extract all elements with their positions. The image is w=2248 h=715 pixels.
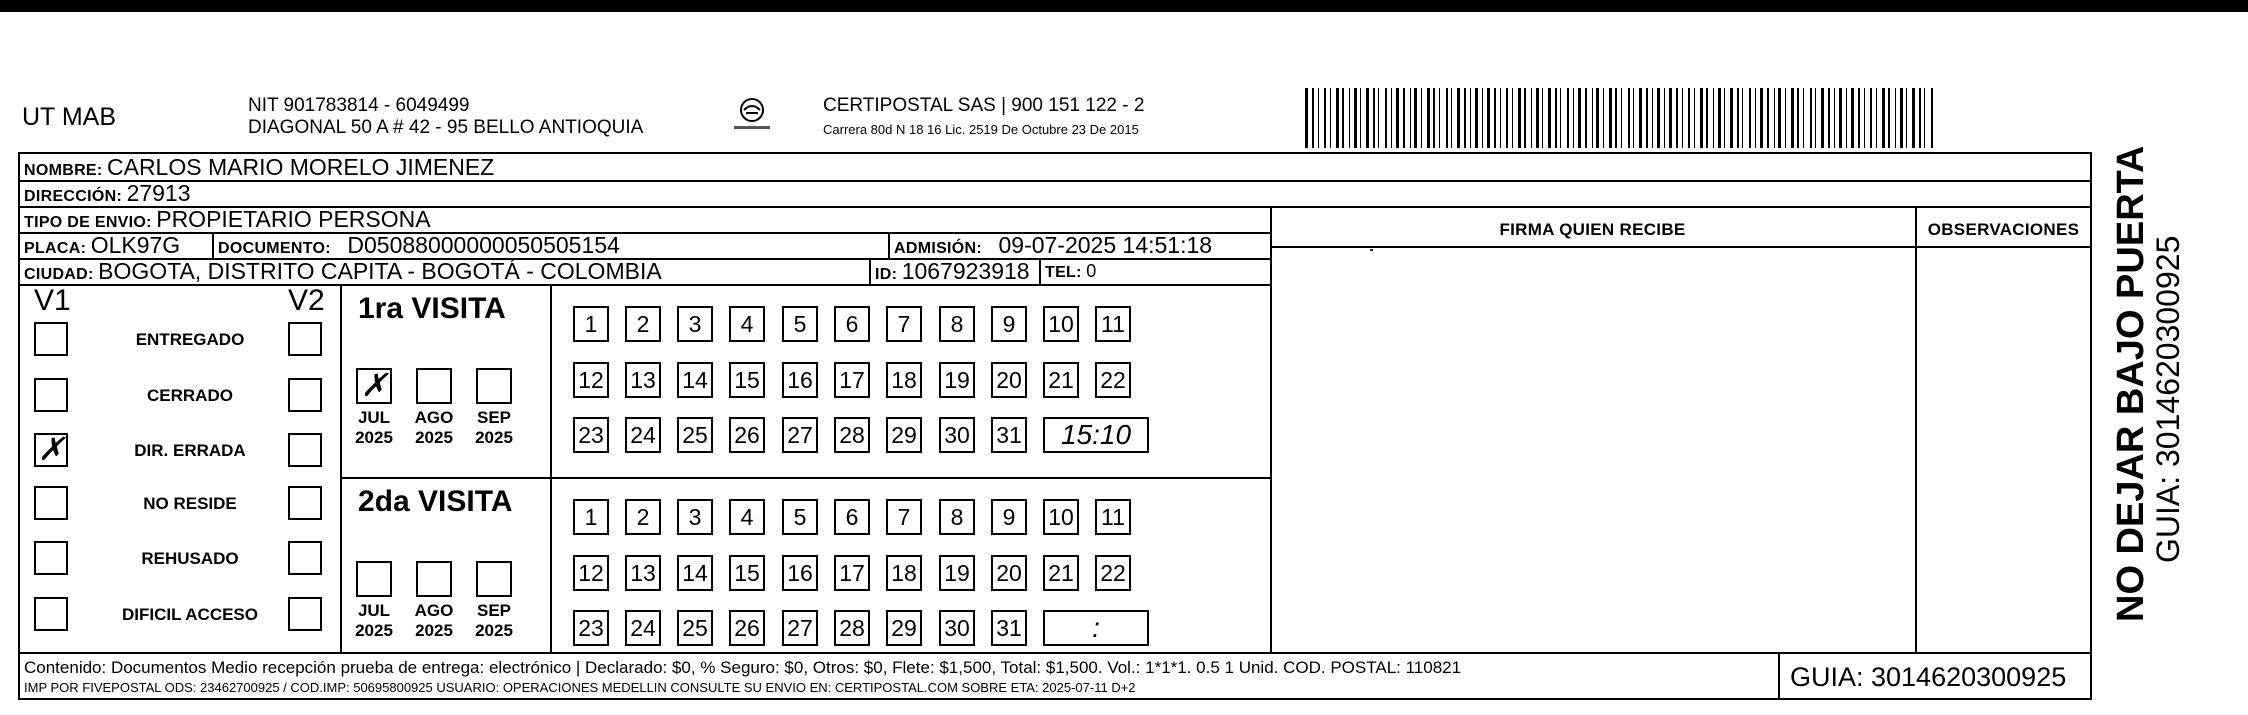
barcode-bar [1596, 88, 1599, 148]
barcode-bar [1512, 88, 1513, 148]
barcode-bar [1846, 88, 1847, 148]
barcode-bar [1342, 88, 1344, 148]
month-name: JUL [357, 408, 391, 427]
barcode-bar [1324, 88, 1326, 148]
v2-checkbox[interactable] [288, 486, 322, 520]
barcode-bar [1609, 88, 1612, 148]
month-checkbox[interactable] [416, 561, 452, 597]
barcode-bar [1366, 88, 1369, 148]
tel-cell [1045, 258, 1096, 286]
barcode-bar [1900, 88, 1903, 148]
barcode-bar [1536, 88, 1539, 148]
status-label: DIR. ERRADA [134, 441, 246, 460]
barcode-bar [1876, 88, 1877, 148]
barcode-bar [1349, 88, 1350, 148]
documento-label: DOCUMENTO: [218, 240, 331, 257]
day-box[interactable]: 30 [939, 417, 975, 453]
barcode-bar [1330, 88, 1331, 148]
day-box[interactable]: 16 [782, 555, 818, 591]
day-box[interactable]: 31 [991, 610, 1027, 646]
barcode-bar [1506, 88, 1508, 148]
day-box[interactable]: 1 [573, 499, 609, 535]
tipo-value: PROPIETARIO PERSONA [156, 206, 431, 232]
day-box[interactable]: 31 [991, 417, 1027, 453]
barcode-bar [1688, 88, 1690, 148]
shipping-form [18, 152, 2092, 700]
barcode-bar [1639, 88, 1642, 148]
v1-checkbox[interactable] [34, 322, 68, 356]
month-year: 2025 [475, 621, 513, 640]
barcode-bar [1791, 88, 1794, 148]
v1-checkbox[interactable] [34, 486, 68, 520]
day-box[interactable]: 8 [939, 499, 975, 535]
day-box[interactable]: 14 [677, 555, 713, 591]
month-name: JUL [357, 601, 391, 620]
day-box[interactable]: 22 [1095, 555, 1131, 591]
month-name: AGO [414, 601, 454, 620]
id-cell [875, 258, 1030, 288]
day-box[interactable]: 21 [1043, 362, 1079, 398]
visit-title: 2da VISITA [358, 485, 513, 518]
barcode-bar [1475, 88, 1478, 148]
month-year: 2025 [475, 428, 513, 447]
day-box[interactable]: 23 [573, 417, 609, 453]
day-box[interactable]: 25 [677, 610, 713, 646]
day-box[interactable]: 15 [729, 362, 765, 398]
time-field[interactable]: : [1043, 610, 1149, 646]
barcode-bar [1451, 88, 1452, 148]
barcode-bar [1803, 88, 1804, 148]
barcode [1305, 88, 1935, 148]
barcode-bar [1919, 88, 1921, 148]
barcode-bar [1858, 88, 1860, 148]
day-box[interactable]: 19 [939, 555, 975, 591]
barcode-bar [1664, 88, 1665, 148]
barcode-bar [1305, 88, 1308, 148]
barcode-bar [1578, 88, 1581, 148]
v1-checkbox[interactable] [34, 597, 68, 631]
barcode-bar [1682, 88, 1683, 148]
footer-meta: IMP POR FIVEPOSTAL ODS: 23462700925 / COD.IMP: 50695800925 USUARIO: OPERACIONES MEDELLIN CONSULTE SU ENVIO EN: CERTIPOSTAL.COM SOBRE ETA: 2025-07-11 D+2 [24, 680, 1136, 695]
barcode-bar [1312, 88, 1314, 148]
day-box[interactable]: 26 [729, 417, 765, 453]
month-year: 2025 [355, 428, 393, 447]
day-box[interactable]: 9 [991, 306, 1027, 342]
barcode-bar [1457, 88, 1460, 148]
visit-title: 1ra VISITA [358, 292, 506, 325]
barcode-bar [1742, 88, 1743, 148]
month-checkbox[interactable] [416, 368, 452, 404]
barcode-bar [1518, 88, 1521, 148]
company-sub: Carrera 80d N 18 16 Lic. 2519 De Octubre 23 De 2015 [823, 122, 1139, 137]
company-line: CERTIPOSTAL SAS | 900 151 122 - 2 [823, 95, 1145, 116]
barcode-bar [1815, 88, 1816, 148]
barcode-bar [1828, 88, 1830, 148]
barcode-bar [1767, 88, 1769, 148]
barcode-bar [1439, 88, 1440, 148]
day-box[interactable]: 1 [573, 306, 609, 342]
tel-label: TEL: [1045, 264, 1082, 281]
barcode-bar [1760, 88, 1763, 148]
day-box[interactable]: 16 [782, 362, 818, 398]
month-name: SEP [476, 601, 512, 620]
side-warning: NO DEJAR BAJO PUERTA [2110, 145, 2152, 622]
day-box[interactable]: 8 [939, 306, 975, 342]
day-box[interactable]: 4 [729, 306, 765, 342]
barcode-bar [1906, 88, 1907, 148]
barcode-bar [1391, 88, 1392, 148]
barcode-bar [1446, 88, 1448, 148]
day-box[interactable]: 23 [573, 610, 609, 646]
day-box[interactable]: 10 [1043, 499, 1079, 535]
day-box[interactable]: 21 [1043, 555, 1079, 591]
barcode-bar [1555, 88, 1557, 148]
day-box[interactable]: 28 [834, 610, 870, 646]
v2-checkbox[interactable] [288, 597, 322, 631]
firma-header: FIRMA QUIEN RECIBE [1499, 220, 1686, 239]
barcode-bar [1567, 88, 1569, 148]
day-box[interactable]: 26 [729, 610, 765, 646]
barcode-bar [1542, 88, 1543, 148]
barcode-bar [1834, 88, 1835, 148]
barcode-bar [1737, 88, 1739, 148]
barcode-bar [1633, 88, 1634, 148]
barcode-bar [1706, 88, 1708, 148]
barcode-bar [1373, 88, 1375, 148]
day-box[interactable]: 6 [834, 306, 870, 342]
status-label: REHUSADO [141, 549, 239, 568]
barcode-bar [1378, 88, 1379, 148]
admision-label: ADMISIÓN: [894, 240, 983, 257]
day-box[interactable]: 6 [834, 499, 870, 535]
day-box[interactable]: 2 [625, 306, 661, 342]
barcode-bar [1603, 88, 1604, 148]
day-box[interactable]: 11 [1095, 306, 1131, 342]
day-box[interactable]: 19 [939, 362, 975, 398]
day-box[interactable]: 12 [573, 362, 609, 398]
day-box[interactable]: 24 [625, 610, 661, 646]
barcode-bar [1882, 88, 1885, 148]
barcode-bar [1433, 88, 1435, 148]
day-box[interactable]: 14 [677, 362, 713, 398]
footer-content: Contenido: Documentos Medio recepción prueba de entrega: electrónico | Declarado: $0, % Seguro: $0, Otros: $0, Flete: $1,500, Total: $1,500. Vol.: 1*1*1. 0.5 1 Unid. COD. POSTAL: 110821 [24, 658, 1462, 677]
day-box[interactable]: 13 [625, 362, 661, 398]
day-box[interactable]: 5 [782, 499, 818, 535]
barcode-bar [1414, 88, 1417, 148]
month-checkbox[interactable] [476, 561, 512, 597]
day-box[interactable]: 20 [991, 362, 1027, 398]
admision-value: 09-07-2025 14:51:18 [998, 232, 1213, 258]
month-name: SEP [476, 408, 512, 427]
day-box[interactable]: 7 [886, 499, 922, 535]
month-year: 2025 [415, 621, 453, 640]
day-box[interactable]: 18 [886, 555, 922, 591]
day-box[interactable]: 27 [782, 417, 818, 453]
barcode-bar [1749, 88, 1751, 148]
barcode-bar [1482, 88, 1483, 148]
top-edge [0, 0, 2248, 12]
day-box[interactable]: 29 [886, 610, 922, 646]
ciudad-label: CIUDAD: [24, 266, 94, 283]
barcode-bar [1931, 88, 1933, 148]
day-box[interactable]: 24 [625, 417, 661, 453]
barcode-bar [1487, 88, 1490, 148]
time-field[interactable]: 15:10 [1043, 417, 1149, 453]
footer-guia: GUIA: 3014620300925 [1790, 662, 2067, 692]
v1-label: V1 [34, 284, 71, 317]
tel-value: 0 [1086, 261, 1097, 281]
v2-label: V2 [288, 284, 325, 317]
barcode-bar [1494, 88, 1496, 148]
barcode-bar [1797, 88, 1799, 148]
barcode-bar [1403, 88, 1405, 148]
ciudad-value: BOGOTA, DISTRITO CAPITA - BOGOTÁ - COLOMBIA [98, 258, 662, 284]
side-guia: GUIA: 3014620300925 [2150, 235, 2186, 563]
direccion-label: DIRECCIÓN: [24, 188, 123, 205]
barcode-bar [1912, 88, 1915, 148]
day-box[interactable]: 27 [782, 610, 818, 646]
day-box[interactable]: 3 [677, 499, 713, 535]
barcode-bar [1657, 88, 1660, 148]
status-label: CERRADO [147, 386, 233, 405]
barcode-bar [1410, 88, 1411, 148]
barcode-bar [1592, 88, 1593, 148]
id-label: ID: [875, 266, 898, 283]
barcode-bar [1464, 88, 1466, 148]
barcode-bar [1385, 88, 1387, 148]
ut-name: UT MAB [22, 103, 116, 131]
check-mark: ✗ [360, 367, 388, 403]
day-box[interactable]: 20 [991, 555, 1027, 591]
barcode-bar [1628, 88, 1630, 148]
barcode-bar [1730, 88, 1733, 148]
placa-label: PLACA: [24, 240, 87, 257]
barcode-bar [1500, 88, 1501, 148]
barcode-bar [1396, 88, 1399, 148]
day-box[interactable]: 11 [1095, 499, 1131, 535]
month-year: 2025 [355, 621, 393, 640]
v2-checkbox[interactable] [288, 322, 322, 356]
barcode-bar [1924, 88, 1925, 148]
day-box[interactable]: 9 [991, 499, 1027, 535]
barcode-bar [1700, 88, 1703, 148]
day-box[interactable]: 3 [677, 306, 713, 342]
v1-checkbox[interactable] [34, 378, 68, 412]
day-box[interactable]: 25 [677, 417, 713, 453]
barcode-bar [1839, 88, 1842, 148]
day-box[interactable]: 17 [834, 362, 870, 398]
day-box[interactable]: 5 [782, 306, 818, 342]
barcode-bar [1427, 88, 1430, 148]
barcode-bar [1864, 88, 1865, 148]
day-box[interactable]: 4 [729, 499, 765, 535]
barcode-bar [1694, 88, 1695, 148]
barcode-bar [1774, 88, 1775, 148]
barcode-bar [1652, 88, 1653, 148]
barcode-bar [1895, 88, 1896, 148]
barcode-bar [1870, 88, 1872, 148]
barcode-bar [1531, 88, 1532, 148]
barcode-bar [1851, 88, 1854, 148]
signature-mark [1370, 249, 1373, 251]
v2-checkbox[interactable] [288, 378, 322, 412]
barcode-bar [1421, 88, 1422, 148]
observaciones-header: OBSERVACIONES [1927, 220, 2080, 239]
month-year: 2025 [415, 428, 453, 447]
barcode-bar [1821, 88, 1824, 148]
placa-value: OLK97G [90, 232, 181, 258]
barcode-bar [1724, 88, 1725, 148]
day-box[interactable]: 15 [729, 555, 765, 591]
v2-checkbox[interactable] [288, 541, 322, 575]
barcode-bar [1646, 88, 1648, 148]
barcode-bar [1615, 88, 1617, 148]
day-box[interactable]: 29 [886, 417, 922, 453]
certipostal-logo [730, 96, 774, 136]
barcode-bar [1718, 88, 1721, 148]
day-box[interactable]: 22 [1095, 362, 1131, 398]
day-box[interactable]: 30 [939, 610, 975, 646]
v1-checkbox[interactable] [34, 541, 68, 575]
ciudad-cell [24, 258, 662, 288]
barcode-bar [1470, 88, 1471, 148]
barcode-bar [1354, 88, 1357, 148]
barcode-bar [1888, 88, 1890, 148]
barcode-bar [1573, 88, 1574, 148]
v1-checkbox[interactable] [34, 433, 68, 467]
check-mark: ✗ [37, 431, 65, 467]
day-box[interactable]: 28 [834, 417, 870, 453]
day-box[interactable]: 13 [625, 555, 661, 591]
direccion-value: 27913 [126, 180, 191, 206]
barcode-bar [1669, 88, 1672, 148]
nombre-value: CARLOS MARIO MORELO JIMENEZ [107, 154, 495, 180]
documento-value: D05088000000050505154 [347, 232, 620, 258]
barcode-bar [1810, 88, 1812, 148]
barcode-bar [1360, 88, 1361, 148]
barcode-bar [1524, 88, 1526, 148]
month-checkbox[interactable] [356, 561, 392, 597]
day-box[interactable]: 17 [834, 555, 870, 591]
status-label: DIFICIL ACCESO [121, 605, 258, 624]
address-line: DIAGONAL 50 A # 42 - 95 BELLO ANTIOQUIA [248, 117, 644, 138]
day-box[interactable]: 7 [886, 306, 922, 342]
barcode-bar [1548, 88, 1551, 148]
barcode-bar [1336, 88, 1339, 148]
v2-checkbox[interactable] [288, 433, 322, 467]
status-label: NO RESIDE [143, 494, 237, 513]
barcode-bar [1621, 88, 1622, 148]
barcode-bar [1778, 88, 1781, 148]
barcode-bar [1676, 88, 1678, 148]
day-box[interactable]: 12 [573, 555, 609, 591]
barcode-bar [1318, 88, 1319, 148]
barcode-bar [1755, 88, 1756, 148]
tipo-label: TIPO DE ENVIO: [24, 214, 152, 231]
nit-line: NIT 901783814 - 6049499 [248, 95, 470, 116]
nombre-label: NOMBRE: [24, 162, 103, 179]
month-checkbox[interactable] [356, 368, 392, 404]
day-box[interactable]: 10 [1043, 306, 1079, 342]
barcode-bar [1560, 88, 1561, 148]
status-label: ENTREGADO [135, 330, 245, 349]
barcode-bar [1785, 88, 1786, 148]
id-value: 1067923918 [901, 258, 1030, 284]
barcode-bar [1585, 88, 1587, 148]
day-box[interactable]: 2 [625, 499, 661, 535]
month-checkbox[interactable] [476, 368, 512, 404]
day-box[interactable]: 18 [886, 362, 922, 398]
month-name: AGO [414, 408, 454, 427]
barcode-bar [1713, 88, 1714, 148]
